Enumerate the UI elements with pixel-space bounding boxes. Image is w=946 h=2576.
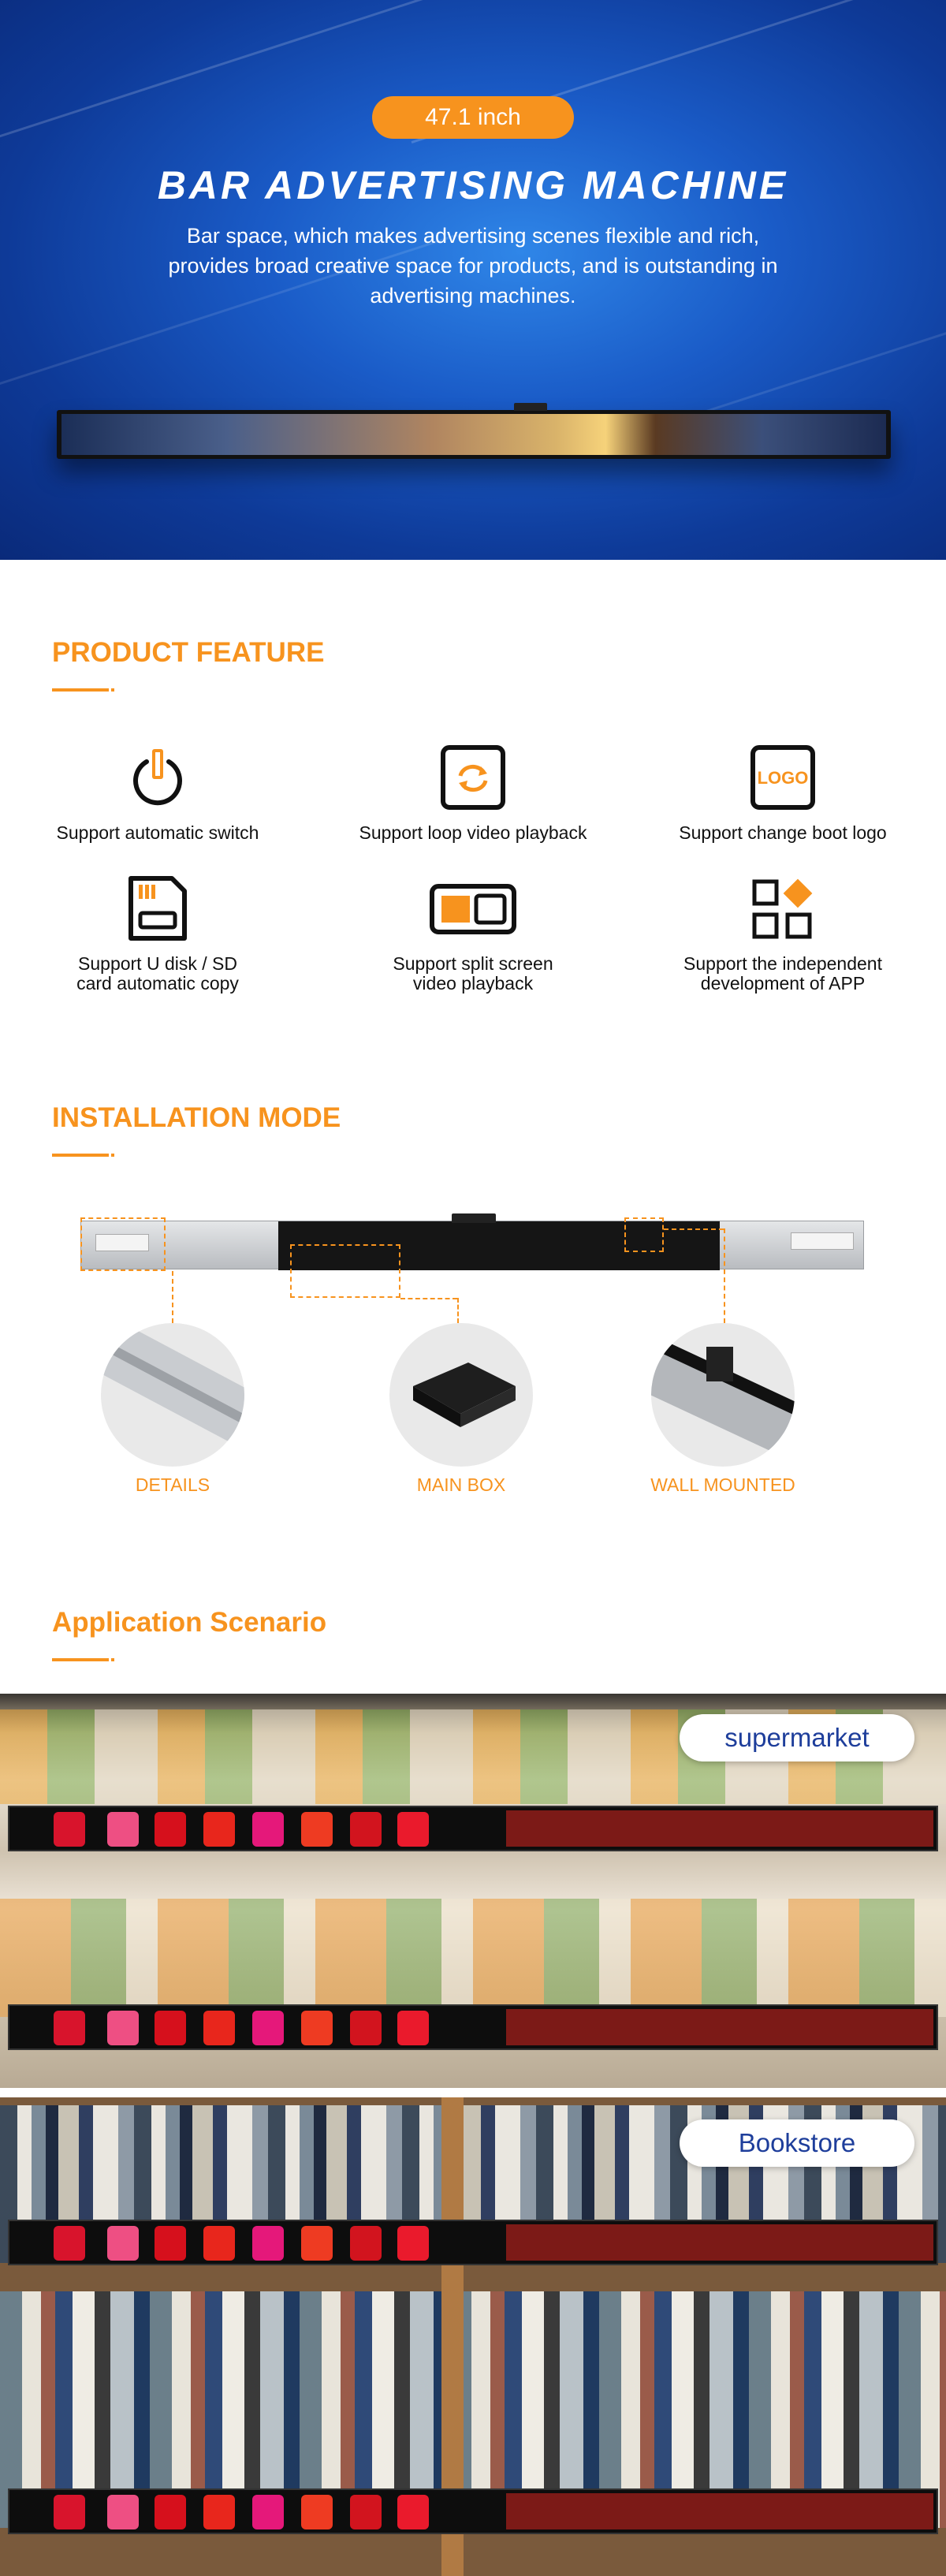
feature-label: Support loop video playback <box>359 822 587 843</box>
details-photo <box>101 1323 244 1467</box>
ad-red-panel <box>506 2224 933 2261</box>
hero-banner <box>0 0 946 560</box>
lipstick-graphic <box>54 2495 85 2529</box>
logo-icon-text: LOGO <box>757 768 809 788</box>
lipstick-graphic <box>203 1812 235 1847</box>
lipstick-graphic <box>107 2495 139 2529</box>
details-label: DETAILS <box>135 1474 210 1495</box>
power-switch-icon <box>125 744 191 811</box>
feature-usb-copy <box>24 875 292 993</box>
lipstick-graphic <box>350 2226 382 2261</box>
lipstick-graphic <box>397 1812 429 1847</box>
lipstick-graphic <box>350 2495 382 2529</box>
connector-line <box>457 1298 459 1323</box>
heading-rule <box>52 688 109 692</box>
loop-icon <box>440 744 506 811</box>
lipstick-graphic <box>203 2011 235 2045</box>
sd-card-icon <box>125 875 191 941</box>
connector-line <box>400 1298 457 1299</box>
hero-description: Bar space, which makes advertising scenes flexible and rich, provides broad creative space for products, and is outstanding in advertising machines. <box>168 224 778 308</box>
supermarket-label: supermarket <box>680 1714 914 1761</box>
feature-label: Support automatic switch <box>56 822 259 843</box>
connector-line <box>172 1271 173 1323</box>
rail-clip <box>452 1213 496 1223</box>
supermarket-scene <box>0 1694 946 2088</box>
lipstick-graphic <box>54 1812 85 1847</box>
shelf-bar-display <box>8 2220 938 2265</box>
bar-mounting-rail <box>80 1221 864 1269</box>
main-box-label: MAIN BOX <box>416 1474 506 1495</box>
city-skyline-image <box>61 414 886 455</box>
wall-mounted-photo <box>651 1323 795 1467</box>
lipstick-graphic <box>107 2011 139 2045</box>
split-screen-icon <box>429 875 517 941</box>
details-highlight <box>80 1217 166 1271</box>
app-grid-icon <box>750 875 816 941</box>
connector-line <box>724 1228 725 1323</box>
lipstick-graphic <box>203 2226 235 2261</box>
feature-loop-playback <box>339 744 607 843</box>
bar-screen-image <box>57 410 891 459</box>
wall-mounted-label: WALL MOUNTED <box>650 1474 795 1495</box>
heading-rule <box>52 1154 109 1157</box>
wall-mount-highlight <box>624 1217 664 1252</box>
feature-app-development <box>649 875 917 993</box>
mount-bracket <box>514 403 547 411</box>
ad-red-panel <box>506 2493 933 2529</box>
lipstick-graphic <box>397 2495 429 2529</box>
connector-line <box>664 1228 724 1230</box>
shelf-bar-display <box>8 2004 938 2050</box>
main-box-highlight <box>290 1244 400 1298</box>
lipstick-graphic <box>203 2495 235 2529</box>
bookstore-label: Bookstore <box>680 2119 914 2167</box>
application-heading: Application Scenario <box>52 1607 327 1638</box>
heading-rule <box>52 1658 109 1661</box>
lipstick-graphic <box>155 2011 186 2045</box>
lipstick-graphic <box>155 2226 186 2261</box>
feature-boot-logo <box>649 744 917 843</box>
ad-red-panel <box>506 1810 933 1847</box>
salad-boxes-row <box>0 1899 946 2017</box>
installation-heading: INSTALLATION MODE <box>52 1102 341 1133</box>
lipstick-graphic <box>397 2226 429 2261</box>
lipstick-graphic <box>397 2011 429 2045</box>
lipstick-graphic <box>252 2011 284 2045</box>
lipstick-graphic <box>301 2495 333 2529</box>
ad-red-panel <box>506 2009 933 2045</box>
lipstick-graphic <box>155 2495 186 2529</box>
feature-label: Support the independent development of APP <box>683 953 882 993</box>
lipstick-graphic <box>301 1812 333 1847</box>
lipstick-graphic <box>54 2226 85 2261</box>
lipstick-graphic <box>107 1812 139 1847</box>
lipstick-graphic <box>350 1812 382 1847</box>
feature-label: Support change boot logo <box>679 822 887 843</box>
feature-automatic-switch <box>24 744 292 843</box>
shelf-bar-display <box>8 2488 938 2534</box>
lipstick-graphic <box>301 2011 333 2045</box>
feature-split-screen <box>339 875 607 993</box>
lipstick-graphic <box>107 2226 139 2261</box>
product-feature-heading: PRODUCT FEATURE <box>52 637 325 668</box>
lipstick-graphic <box>252 1812 284 1847</box>
lipstick-graphic <box>301 2226 333 2261</box>
logo-icon <box>750 744 816 811</box>
lipstick-graphic <box>252 2226 284 2261</box>
feature-label: Support U disk / SD card automatic copy <box>76 953 239 993</box>
bookstore-scene <box>0 2097 946 2576</box>
main-box-photo <box>389 1323 533 1467</box>
feature-label: Support split screen video playback <box>393 953 553 993</box>
lipstick-graphic <box>155 1812 186 1847</box>
shelf-bar-display <box>8 1806 938 1851</box>
hero-title: BAR ADVERTISING MACHINE <box>157 163 789 207</box>
rail-sticker <box>791 1232 854 1250</box>
lipstick-graphic <box>252 2495 284 2529</box>
size-badge: 47.1 inch <box>372 96 574 139</box>
lipstick-graphic <box>350 2011 382 2045</box>
lipstick-graphic <box>54 2011 85 2045</box>
